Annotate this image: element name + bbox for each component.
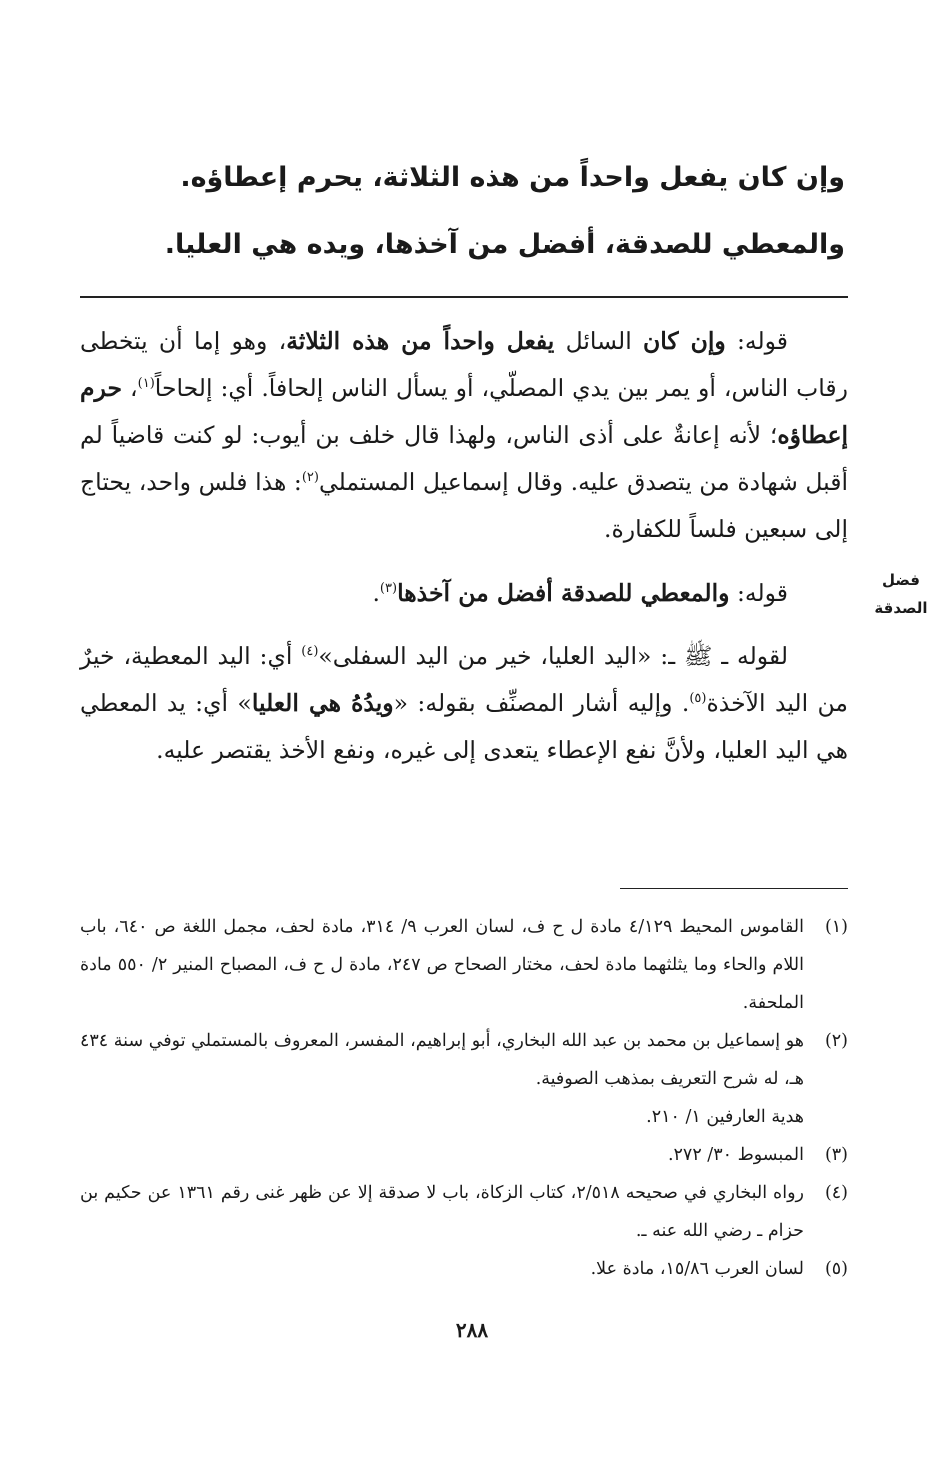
footnote-text	[80, 1022, 804, 1136]
footnote-line: لسان العرب ١٥/٨٦، مادة علا.	[590, 1259, 804, 1279]
margin-heading-line-1: فضل	[882, 571, 920, 589]
footnote-divider	[620, 888, 848, 889]
footnote-line: رواه البخاري في صحيحه ٢/٥١٨، كتاب الزكاة، باب لا صدقة إلا عن ظهر غنى رقم ١٣٦١ عن حكيم بن حزام ـ رضي الله عنه ـ.	[80, 1183, 804, 1241]
footnote-text	[80, 1250, 804, 1288]
footnote-ref-5[interactable]: (٥)	[689, 691, 707, 707]
footnote-line: المبسوط ٣٠/ ٢٧٢.	[667, 1145, 804, 1165]
quoted-text: ويدُهُ هي العليا	[251, 689, 394, 717]
text-run: : هذا فلس واحد، يحتاج إلى سبعين فلساً للكفارة.	[80, 468, 848, 543]
footnote-text	[80, 1136, 804, 1174]
quoted-text: حرم إعطاؤه	[80, 374, 848, 449]
matn-divider	[80, 296, 848, 298]
footnote-number: (٥)	[824, 1259, 848, 1279]
footnote-number: (٤)	[824, 1183, 848, 1203]
footnote-3	[80, 1136, 848, 1174]
footnote-ref-1[interactable]: (١)	[137, 376, 155, 392]
matn-line-2: والمعطي للصدقة، أفضل من آخذها، ويده هي العليا.	[164, 229, 845, 260]
footnote-number: (١)	[824, 917, 848, 937]
text-run: السائل	[554, 327, 643, 355]
footnote-4	[80, 1174, 848, 1250]
margin-heading	[862, 566, 940, 622]
commentary-paragraph-2	[80, 570, 848, 617]
footnotes	[80, 908, 848, 1288]
text-run: قوله:	[725, 327, 789, 355]
text-run: ؛ لأنه إعانةٌ على أذى الناس، ولهذا قال خلف بن أيوب: لو كنت قاضياً لم أقبل شهادة من يتصدق عليه. وقال إسماعيل المستملي	[80, 421, 848, 496]
footnote-number: (٣)	[824, 1145, 848, 1165]
footnote-5	[80, 1250, 848, 1288]
text-run: ، وهو إما أن يتخطى رقاب الناس، أو يمر بين يدي المصلّي، أو يسأل الناس إلحافاً. أي: إلحاحاً	[80, 327, 848, 402]
commentary-paragraph-1	[80, 318, 848, 553]
text-run: قوله:	[729, 579, 788, 607]
text-run: .	[372, 579, 380, 607]
footnote-line: هدية العارفين ١/ ٢١٠.	[646, 1107, 804, 1127]
footnote-1	[80, 908, 848, 1022]
footnote-2	[80, 1022, 848, 1136]
text-run: أي: اليد المعطية، خيرٌ من اليد الآخذة	[80, 642, 848, 717]
text-run: . وإليه أشار المصنِّف بقوله: «	[393, 689, 690, 717]
footnote-ref-4[interactable]: (٤)	[301, 644, 319, 660]
footnote-number: (٢)	[824, 1031, 848, 1051]
footnote-line: هو إسماعيل بن محمد بن عبد الله البخاري، أبو إبراهيم، المفسر، المعروف بالمستملي توفي سنة ٤٣٤ هـ، له شرح التعريف بمذهب الصوفية.	[80, 1031, 804, 1089]
footnote-ref-3[interactable]: (٣)	[379, 581, 398, 597]
text-run: » أي: يد المعطي هي اليد العليا، ولأنَّ نفع الإعطاء يتعدى إلى غيره، ونفع الأخذ يقتصر عليه.	[80, 689, 848, 764]
matn-line-1: وإن كان يفعل واحداً من هذه الثلاثة، يحرم إعطاؤه.	[180, 162, 845, 193]
footnote-text	[80, 908, 804, 1022]
margin-heading-line-2: الصدقة	[874, 599, 928, 617]
text-run: لقوله ـ ﷺ ـ: «اليد العليا، خير من اليد السفلى»	[318, 642, 788, 670]
footnote-line: القاموس المحيط ٤/١٢٩ مادة ل ح ف، لسان العرب ٩/ ٣١٤، مادة لحف، مجمل اللغة ص ٦٤٠، باب اللام والحاء وما يثلثهما مادة لحف، مختار الصحاح ص ٢٤٧، مادة ل ح ف، المصباح المنير ٢/ ٥٥٠ مادة الملحفة.	[80, 917, 804, 1013]
page-number: ٢٨٨	[455, 1318, 489, 1342]
quoted-text: والمعطي للصدقة أفضل من آخذها	[397, 579, 730, 607]
quoted-text: يفعل واحداً من هذه الثلاثة	[286, 327, 555, 355]
footnote-ref-2[interactable]: (٢)	[301, 470, 319, 486]
commentary-paragraph-3	[80, 633, 848, 774]
text-run: ،	[122, 374, 138, 402]
quoted-text: وإن كان	[643, 327, 726, 355]
footnote-text	[80, 1174, 804, 1250]
